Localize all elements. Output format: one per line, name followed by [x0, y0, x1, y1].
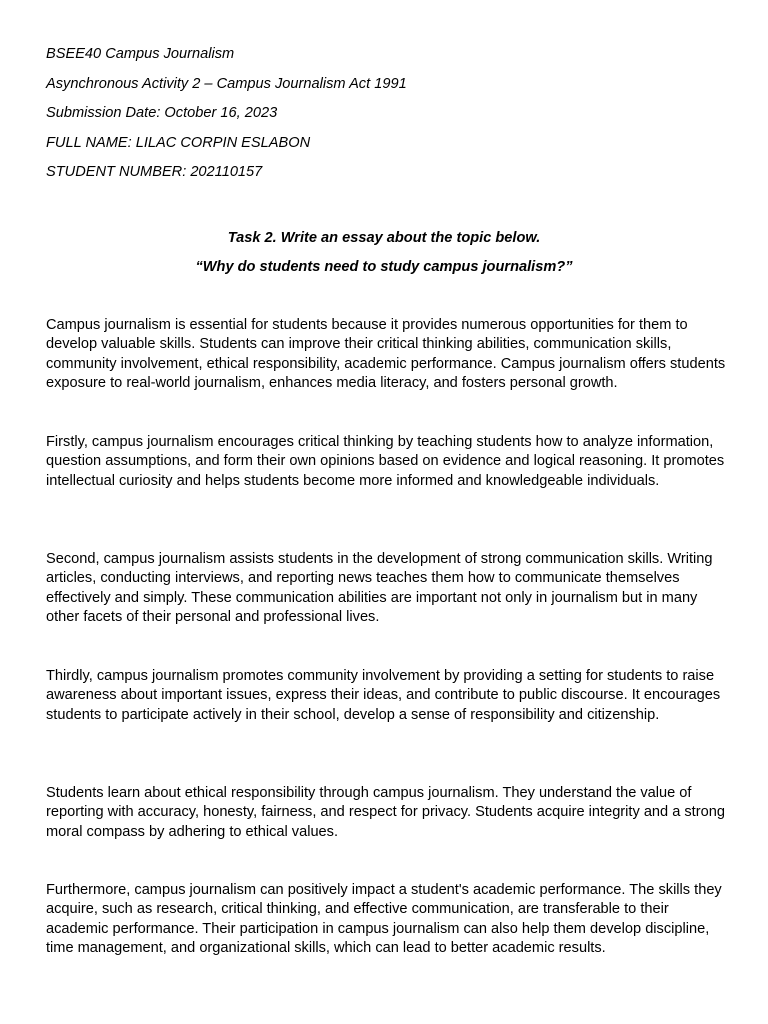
- student-number-line: STUDENT NUMBER: 202110157: [46, 164, 263, 180]
- course-line: BSEE40 Campus Journalism: [46, 46, 235, 62]
- task-instruction: Task 2. Write an essay about the topic below.: [227, 230, 541, 246]
- full-name-line: FULL NAME: LILAC CORPIN ESLABON: [46, 135, 311, 151]
- activity-line: Asynchronous Activity 2 – Campus Journalism Act 1991: [46, 76, 407, 92]
- essay-paragraph-ethics: Students learn about ethical responsibility through campus journalism. They understand the value of reporting with accuracy, honesty, fairness, and respect for privacy. Students acquire integrity and a strong moral compass by adhering to ethical values.: [46, 785, 725, 840]
- essay-paragraph-critical-thinking: Firstly, campus journalism encourages critical thinking by teaching students how to analyze information, question assumptions, and form their own opinions based on evidence and logical reasoning. It promotes intellectual curiosity and helps students become more informed and knowledgeable individuals.: [46, 434, 725, 489]
- essay-paragraph-communication: Second, campus journalism assists students in the development of strong communication skills. Writing articles, conducting interviews, and reporting news teaches them how to communicate themselves effectively and simply. These communication abilities are important not only in journalism but in many other facets of their personal and professional lives.: [46, 551, 713, 626]
- essay-topic: “Why do students need to study campus journalism?”: [195, 259, 573, 275]
- essay-paragraph-community: Thirdly, campus journalism promotes community involvement by providing a setting for students to raise awareness about important issues, express their ideas, and contribute to public discourse. It encourages students to participate actively in their school, develop a sense of responsibility and citizenship.: [46, 668, 721, 723]
- submission-date-line: Submission Date: October 16, 2023: [46, 105, 278, 121]
- essay-paragraph-academic: Furthermore, campus journalism can positively impact a student's academic performance. The skills they acquire, such as research, critical thinking, and effective communication, are transferable to their academic performance. Their participation in campus journalism can also help them develop discipline, time management, and organizational skills, which can lead to better academic results.: [46, 882, 722, 957]
- essay-paragraph-intro: Campus journalism is essential for students because it provides numerous opportunities for them to develop valuable skills. Students can improve their critical thinking abilities, communication skills, community involvement, ethical responsibility, academic performance. Campus journalism offers students exposure to real-world journalism, enhances media literacy, and fosters personal growth.: [46, 317, 726, 392]
